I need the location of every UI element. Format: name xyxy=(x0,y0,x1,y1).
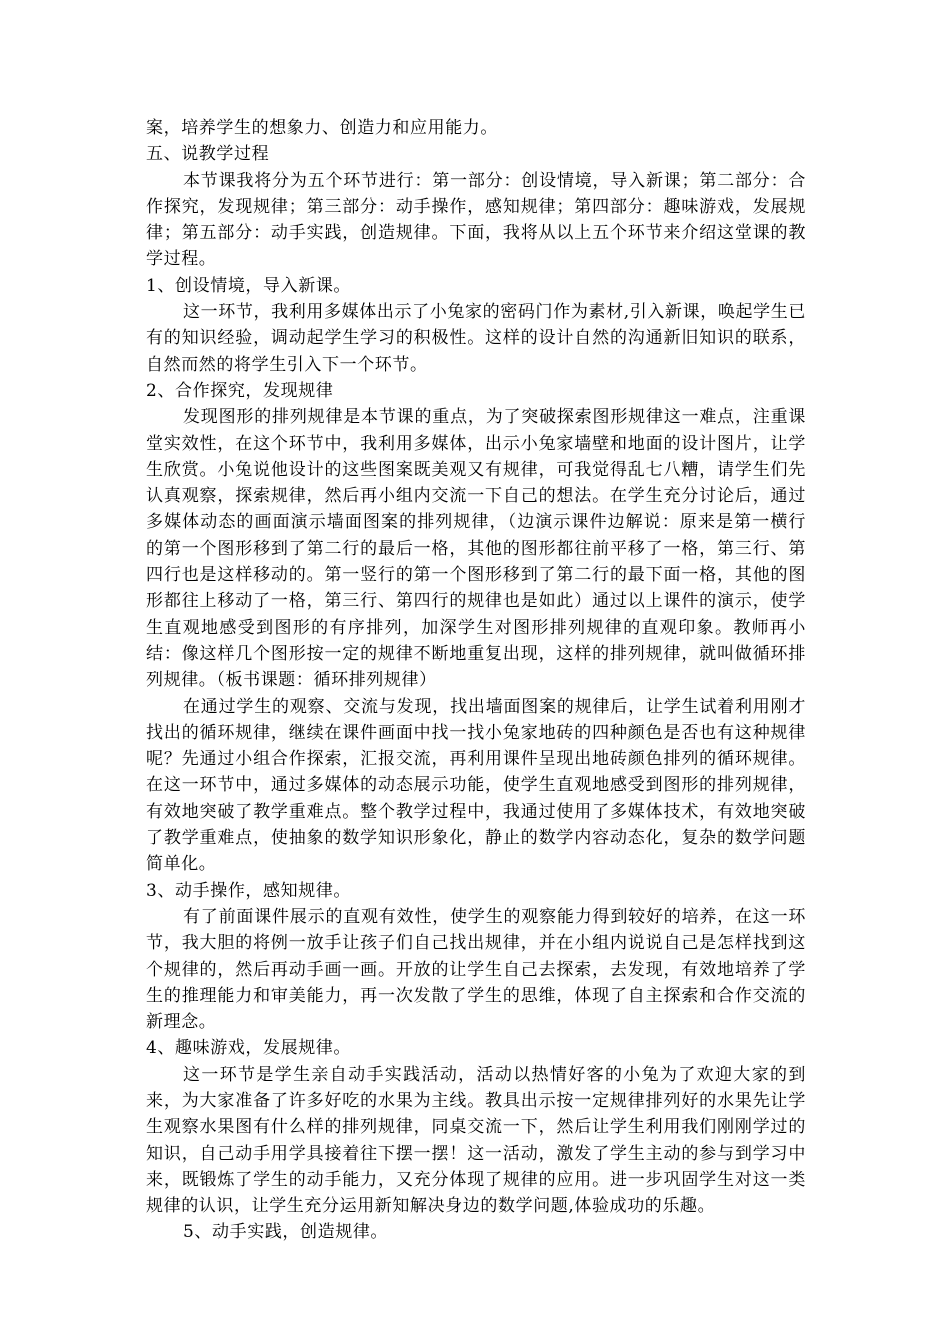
document-page xyxy=(146,115,806,1246)
subheading-1: 1、创设情境，导入新课。 xyxy=(146,275,352,296)
paragraph-step-2b: 在通过学生的观察、交流与发现，找出墙面图案的规律后，让学生试着利用刚才找出的循环规律，继续在课件画面中找一找小兔家地砖的四种颜色是否也有这种规律呢？先通过小组合作探索，汇报交流，再利用课件呈现出地砖颜色排列的循环规律。在这一环节中，通过多媒体的动态展示功能，使学生直观地感受到图形的排列规律，有效地突破了教学重难点。整个教学过程中，我通过使用了多媒体技术，有效地突破了教学重难点，使抽象的数学知识形象化，静止的数学内容动态化，复杂的数学问题简单化。 xyxy=(146,696,806,875)
paragraph-step-2a: 发现图形的排列规律是本节课的重点，为了突破探索图形规律这一难点，注重课堂实效性，在这个环节中，我利用多媒体，出示小兔家墙壁和地面的设计图片，让学生欣赏。小兔说他设计的这些图案既美观又有规律，可我觉得乱七八糟，请学生们先认真观察，探索规律，然后再小组内交流一下自己的想法。在学生充分讨论后，通过多媒体动态的画面演示墙面图案的排列规律，（边演示课件边解说：原来是第一横行的第一个图形移到了第二行的最后一格，其他的图形都往前平移了一格，第三行、第四行也是这样移动的。第一竖行的第一个图形移到了第二行的最下面一格，其他的图形都往上移动了一格，第三行、第四行的规律也是如此）通过以上课件的演示，使学生直观地感受到图形的有序排列，加深学生对图形排列规律的直观印象。教师再小结：像这样几个图形按一定的规律不断地重复出现，这样的排列规律，就叫做循环排列规律。（板书课题：循环排列规律） xyxy=(146,407,806,691)
paragraph-step-4: 这一环节是学生亲自动手实践活动，活动以热情好客的小兔为了欢迎大家的到来，为大家准备了许多好吃的水果为主线。教具出示按一定规律排列好的水果先让学生观察水果图有什么样的排列规律，同桌交流一下，然后让学生利用我们刚刚学过的知识，自己动手用学具接着往下摆一摆！这一活动，激发了学生主动的参与到学习中来，既锻炼了学生的动手能力，又充分体现了规律的应用。进一步巩固学生对这一类规律的认识，让学生充分运用新知解决身边的数学问题,体验成功的乐趣。 xyxy=(146,1064,806,1217)
subheading-4: 4、趣味游戏，发展规律。 xyxy=(146,1038,352,1059)
section-heading-teaching-process: 五、说教学过程 xyxy=(146,144,270,165)
paragraph-overview: 本节课我将分为五个环节进行：第一部分：创设情境，导入新课；第二部分：合作探究，发现规律；第三部分：动手操作，感知规律；第四部分：趣味游戏，发展规律；第五部分：动手实践，创造规律。下面，我将从以上五个环节来介绍这堂课的教学过程。 xyxy=(146,170,806,270)
paragraph-step-3: 有了前面课件展示的直观有效性，使学生的观察能力得到较好的培养，在这一环节，我大胆的将例一放手让孩子们自己找出规律，并在小组内说说自己是怎样找到这个规律的，然后再动手画一画。开放的让学生自己去探索，去发现，有效地培养了学生的推理能力和审美能力，再一次发散了学生的思维，体现了自主探索和合作交流的新理念。 xyxy=(146,906,806,1033)
subheading-3: 3、动手操作，感知规律。 xyxy=(146,880,352,901)
subheading-2: 2、合作探究，发现规律 xyxy=(146,380,334,401)
paragraph-closing-line: 案，培养学生的想象力、创造力和应用能力。 xyxy=(146,118,498,138)
paragraph-step-1: 这一环节，我利用多媒体出示了小兔家的密码门作为素材,引入新课，唤起学生已有的知识经验，调动起学生学习的积极性。这样的设计自然的沟通新旧知识的联系，自然而然的将学生引入下一个环节。 xyxy=(146,302,806,375)
subheading-5: 5、动手实践，创造规律。 xyxy=(183,1222,389,1243)
